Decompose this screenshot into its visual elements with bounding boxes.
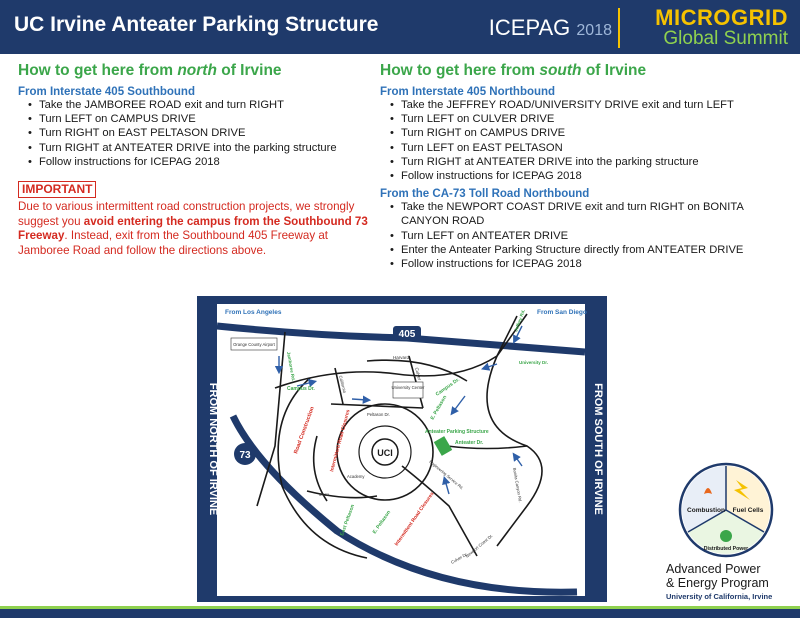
label-east-peltason: East Peltason [339, 503, 357, 537]
north-title-post: of Irvine [216, 62, 282, 79]
label-jamboree: Jamboree Rd. [286, 351, 297, 382]
side-label-south: FROM SOUTH OF IRVINE [592, 383, 604, 515]
list-item: • Turn RIGHT at ANTEATER DRIVE into the parking structure [390, 155, 785, 169]
list-item: • Turn LEFT on CAMPUS DRIVE [28, 112, 368, 126]
list-item: • Turn LEFT on CULVER DRIVE [390, 112, 785, 126]
list-item: • Turn RIGHT at ANTEATER DRIVE into the parking structure [28, 141, 368, 155]
label-california: California [338, 374, 348, 394]
label-road-construction: Road Construction [293, 406, 316, 455]
distributed-power-icon [720, 530, 732, 542]
brand-separator [618, 8, 620, 48]
south-steps-list-73 [390, 200, 785, 271]
south-title-em: south [539, 62, 582, 79]
list-item: • Follow instructions for ICEPAG 2018 [390, 257, 785, 271]
warn-pre: Due to various intermittent road construction projects, we strongly suggest you [18, 200, 355, 228]
list-item: • Enter the Anteater Parking Structure directly from ANTEATER DRIVE [390, 243, 785, 257]
south-section-title [380, 62, 785, 80]
south-steps-list-405 [390, 98, 785, 183]
brand-microgrid: MICROGRID [655, 5, 788, 30]
label-academy: Academy [347, 474, 365, 479]
icepag-brand-logo [458, 4, 788, 50]
airport-label: Orange County Airport [233, 342, 275, 347]
hwy-73-label: 73 [239, 450, 251, 461]
south-subheading-73: From the CA-73 Toll Road Northbound [380, 188, 590, 201]
list-item: • Turn RIGHT on EAST PELTASON DRIVE [28, 126, 368, 140]
parking-label: Anteater Parking Structure [425, 429, 489, 435]
header-banner [0, 0, 800, 54]
label-harvard: Harvard [393, 355, 410, 360]
uci-label: UCI [377, 448, 393, 458]
label-culver-south: Culver Dr. [450, 551, 469, 565]
north-steps-list [28, 98, 368, 169]
north-title-pre: How to get here from [18, 62, 178, 79]
label-anteater-dr: Anteater Dr. [455, 440, 484, 446]
footer-bar [0, 606, 800, 618]
logo-fuel-cells: Fuel Cells [732, 507, 764, 514]
logo-university: University of California, Irvine [666, 592, 773, 601]
label-peltason-top: Peltason Dr. [367, 412, 390, 417]
label-bonita: Bonita Canyon Rd. [512, 467, 524, 503]
north-directions [18, 62, 368, 258]
apep-logo [660, 462, 790, 606]
south-subheading-405: From Interstate 405 Northbound [380, 86, 556, 98]
list-item: • Take the NEWPORT COAST DRIVE exit and turn RIGHT on BONITA CANYON ROAD [390, 200, 785, 228]
label-e-peltason: E. Peltason [429, 394, 449, 421]
list-item: • Turn LEFT on ANTEATER DRIVE [390, 229, 785, 243]
label-intermittent-right: Intermittent Road Closures [393, 491, 436, 548]
label-jeffrey: Jeffrey Rd. [513, 308, 526, 333]
logo-distributed: Distributed Power [703, 546, 749, 552]
list-item: • Turn RIGHT on CAMPUS DRIVE [390, 126, 785, 140]
list-item: • Follow instructions for ICEPAG 2018 [28, 155, 368, 169]
list-item: • Turn LEFT on EAST PELTASON [390, 141, 785, 155]
side-label-north: FROM NORTH OF IRVINE [207, 382, 219, 516]
south-title-pre: How to get here from [380, 62, 540, 79]
apep-emblem [678, 462, 774, 558]
brand-global-summit: Global Summit [663, 28, 788, 49]
logo-combustion: Combustion [687, 507, 725, 514]
important-badge: IMPORTANT [18, 181, 96, 198]
label-university-dr: University Dr. [519, 360, 549, 365]
label-campus-dr-left: Campus Dr. [287, 386, 315, 392]
list-item: • Take the JEFFREY ROAD/UNIVERSITY DRIVE exit and turn LEFT [390, 98, 785, 112]
campus-map-svg [197, 296, 607, 602]
footer-accent [0, 606, 800, 609]
from-la-label: From Los Angeles [225, 309, 282, 316]
list-item: • Follow instructions for ICEPAG 2018 [390, 169, 785, 183]
brand-year: 2018 [576, 22, 612, 39]
label-mesa: Mesa [319, 492, 330, 497]
label-intermittent-left: Intermittent Road Closures [329, 408, 352, 473]
brand-icepag-text: ICEPAG [488, 15, 571, 40]
label-culver: Culver [414, 366, 423, 381]
north-section-title [18, 62, 368, 80]
label-e-peltason-bottom: E. Peltason [371, 509, 393, 536]
from-sd-label: From San Diego [537, 309, 587, 316]
logo-name-line2: & Energy Program [666, 576, 769, 590]
warn-bold: avoid entering the campus from the Southbound 73 Freeway [18, 214, 368, 243]
label-engineering: Engineering Service Rd. [428, 458, 465, 491]
university-center-label: University Center [391, 385, 425, 390]
south-directions [380, 62, 785, 271]
warn-post: . Instead, exit from the Southbound 405 Freeway at Jamboree Road and follow the directions above. [18, 229, 328, 257]
south-title-post: of Irvine [581, 62, 647, 79]
label-newport: Newport Coast Dr. [464, 532, 494, 559]
logo-name-line1: Advanced Power [666, 562, 761, 576]
brand-icepag [489, 15, 612, 41]
campus-map [197, 296, 607, 602]
north-subheading: From Interstate 405 Southbound [18, 86, 195, 98]
hwy-405-label: 405 [398, 329, 416, 340]
list-item: • Take the JAMBOREE ROAD exit and turn RIGHT [28, 98, 368, 112]
north-title-em: north [177, 62, 217, 79]
label-campus-dr-right: Campus Dr. [434, 376, 461, 398]
construction-warning [18, 200, 368, 258]
page-title: UC Irvine Anteater Parking Structure [14, 13, 379, 36]
